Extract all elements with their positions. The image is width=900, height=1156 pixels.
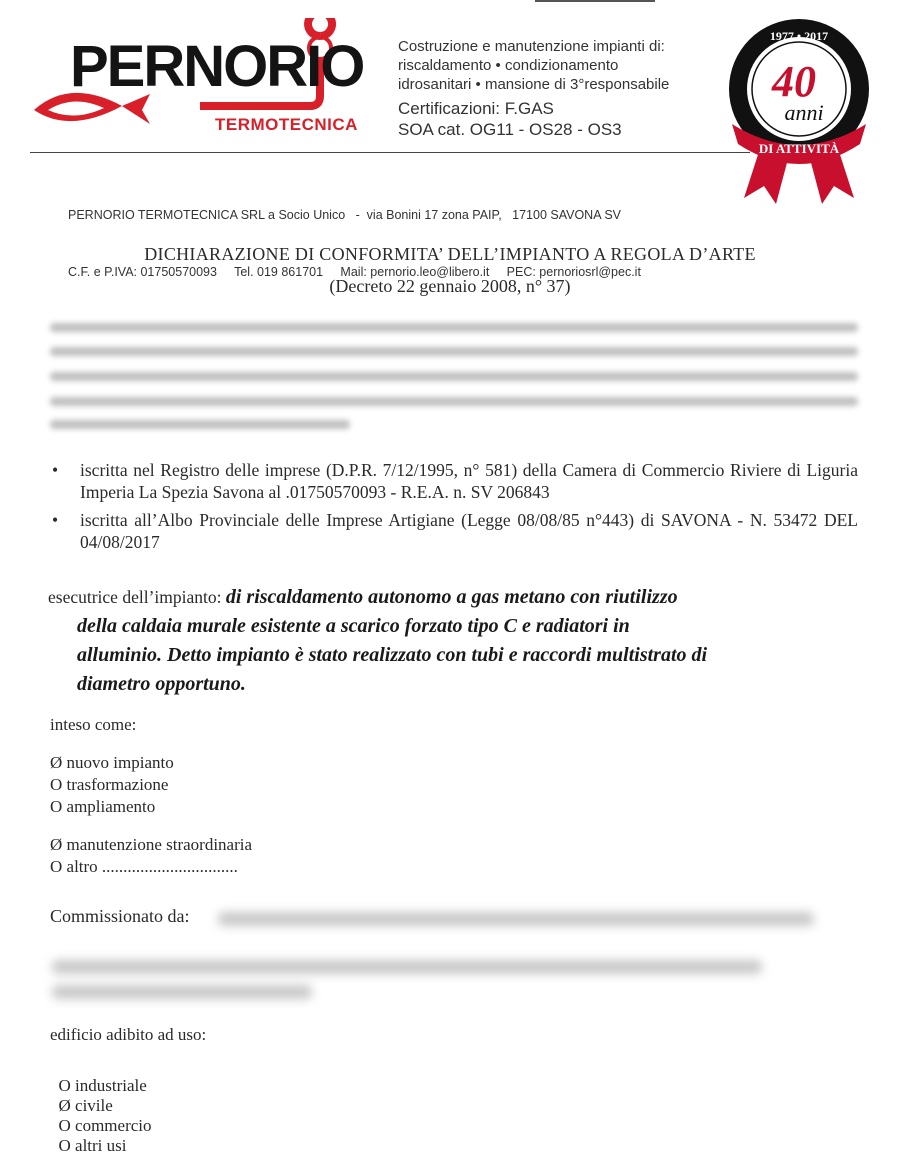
option-expansion: O ampliamento [50,797,156,816]
option-transformation: O trasformazione [50,775,169,794]
building-use-options [50,1056,180,1156]
company-address: PERNORIO TERMOTECNICA SRL a Socio Unico - via Bonini 17 zona PAIP, 17100 SAVONA SV [68,208,622,222]
exec-description: della caldaia murale esistente a scarico forzato tipo C e radiatori in [77,615,630,637]
option-extraordinary-maintenance: Ø manutenzione straordinaria [50,835,253,854]
soa-line: SOA cat. OG11 - OS28 - OS3 [398,120,622,139]
building-use-label: edificio adibito ad uso: [50,1025,207,1044]
bullet-icon: • [52,460,59,480]
logo-subtitle: TERMOTECNICA [215,115,358,134]
redacted-line [50,420,350,429]
certifications-line: Certificazioni: F.GAS [398,99,554,118]
header-divider [30,152,750,153]
redacted-client [218,912,814,926]
services-line: riscaldamento • condizionamento [398,57,619,74]
services-line: idrosanitari • mansione di 3°responsabile [398,76,670,93]
document-subtitle: (Decreto 22 gennaio 2008, n° 37) [329,276,571,296]
services-line: Costruzione e manutenzione impianti di: [398,38,665,55]
redacted-client [52,960,762,974]
scan-mark [535,0,655,2]
badge-number: 40 [772,57,816,106]
redacted-line [50,397,858,406]
exec-description: diametro opportuno. [77,673,246,695]
list-item [48,459,858,503]
services-block [398,37,718,140]
inteso-label: inteso come: [50,715,137,734]
redacted-line [50,372,858,381]
exec-description: di riscaldamento autonomo a gas metano con riutilizzo [225,586,678,608]
registration-text: iscritta nel Registro delle imprese (D.P.R. 7/12/1995, n° 581) della Camera di Commercio Riviere di Liguria Imperia La Spezia Savona al .01750570093 - R.E.A. n. SV 206843 [80,460,858,502]
company-contacts: C.F. e P.IVA: 01750570093 Tel. 019 861701 Mail: pernorio.leo@libero.it PEC: pernoriosrl@pec.it [68,265,641,279]
registration-list [48,459,858,553]
executor-statement [48,583,860,699]
badge-word: anni [784,100,824,125]
commissioned-by-label: Commissionato da: [50,906,190,926]
exec-label: esecutrice dell’impianto: [48,587,222,607]
badge-years: 1977 • 2017 [769,29,829,43]
registration-text: iscritta all’Albo Provinciale delle Imprese Artigiane (Legge 08/08/85 n°443) di SAVONA - N. 53472 DEL 04/08/2017 [80,510,858,552]
redacted-line [50,323,858,332]
exec-description: alluminio. Detto impianto è stato realizzato con tubi e raccordi multistrato di [77,644,708,666]
use-civil: Ø civile [58,1096,113,1115]
redacted-client [52,985,312,999]
company-logo [30,18,370,143]
installation-type-options [50,752,174,818]
logo-wordmark: PERNORIO [70,34,364,99]
option-other: O altro ................................ [50,857,238,876]
use-commerce: O commercio [58,1116,152,1135]
document-title: DICHIARAZIONE DI CONFORMITA’ DELL’IMPIANTO A REGOLA D’ARTE [144,244,756,264]
use-industrial: O industriale [58,1076,147,1095]
redacted-line [50,347,858,356]
list-item [48,509,858,553]
use-other: O altri usi [58,1136,127,1155]
bullet-icon: • [52,510,59,530]
option-new-installation: Ø nuovo impianto [50,753,174,772]
badge-ribbon-text: DI ATTIVITÀ [758,141,840,156]
installation-type-options-2 [50,834,252,878]
